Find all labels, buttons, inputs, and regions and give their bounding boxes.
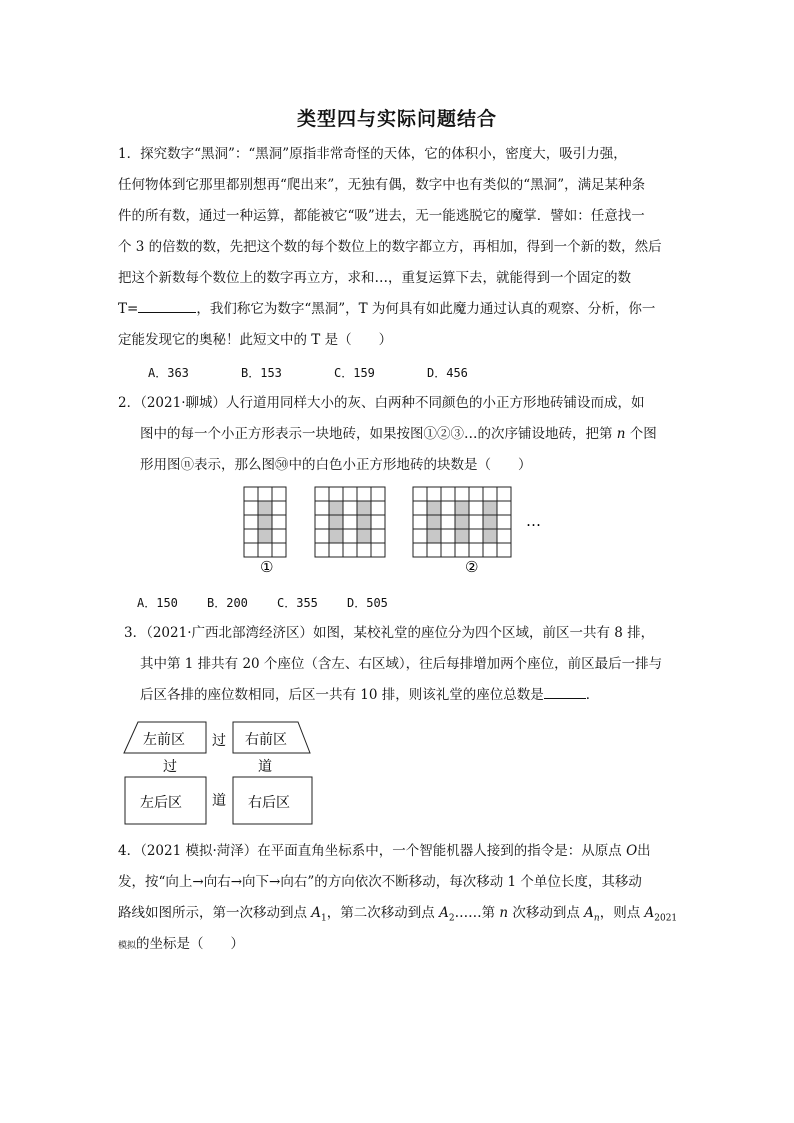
white-tile [343,529,357,543]
white-tile [441,501,455,515]
gray-tile [357,501,371,515]
q4-text: 路线如图所示，第一次移动到点 [118,905,312,921]
point-subscript: 2021 [654,913,678,924]
white-tile [371,487,385,501]
label-right-front: 右前区 [245,732,287,748]
q1-line: 把这个新数每个数位上的数字再立方，求和…，重复运算下去，就能得到一个固定的数 [118,270,631,286]
white-tile [427,487,441,501]
point-a: A [311,905,322,921]
gray-tile [455,529,469,543]
q3-line [124,680,680,711]
white-tile [343,543,357,557]
point-a: A [644,905,655,921]
q1-line: 件的所有数，通过一种运算，都能被它“吸”进去，无一能逃脱它的魔掌．譬如：任意找一 [118,208,645,224]
gray-tile [258,501,272,515]
answer-blank [138,298,196,313]
q1-line [118,294,678,325]
q4-line: 发，按“向上→向右→向下→向右”的方向依次不断移动，每次移动 1 个单位长度，其移动 [118,874,642,890]
white-tile [258,543,272,557]
question-3 [124,618,680,711]
q1-line: 定能发现它的奥秘！此短文中的 T 是（ ） [118,332,393,348]
gray-tile [329,515,343,529]
white-tile [329,543,343,557]
white-tile [357,543,371,557]
figure-label-1: ① [260,558,274,576]
white-tile [315,529,329,543]
white-tile [455,543,469,557]
white-tile [272,515,286,529]
auditorium-seating-figure [120,718,330,830]
point-a: A [584,905,594,921]
q1-line: 1．探究数字“黑洞”：“黑洞”原指非常奇怪的天体，它的体积小，密度大，吸引力强， [118,146,627,162]
tile-pattern-figure [236,480,556,582]
q4-text: 出 [637,843,651,859]
point-subscript: 1 [321,913,327,924]
q2-line: 形用图ⓝ表示，那么图㊿中的白色小正方形地砖的块数是（ ） [140,457,532,473]
gray-tile [483,515,497,529]
q1-t-prefix: T= [118,301,139,317]
choice-d: D．456 [427,366,468,380]
gray-tile [455,515,469,529]
aisle-label-dao: 道 [258,759,272,775]
gray-tile [427,529,441,543]
question-1 [118,139,678,356]
gray-tile [329,501,343,515]
question-2 [118,388,678,481]
white-tile [244,529,258,543]
white-tile [272,487,286,501]
white-tile [469,543,483,557]
q4-text: 的坐标是（ ） [136,936,245,952]
white-tile [244,515,258,529]
white-tile [497,501,511,515]
q2-text: 图中的每一个小正方形表示一块地砖，如果按图①②③…的次序铺设地砖，把第 [140,426,617,442]
gray-tile [357,515,371,529]
q1-choices [148,364,468,381]
gray-tile [455,501,469,515]
gray-tile [483,529,497,543]
white-tile [343,501,357,515]
gray-tile [427,515,441,529]
white-tile [469,501,483,515]
tile-figure-1 [244,487,286,557]
gray-tile [258,515,272,529]
q2-choices [137,594,388,611]
white-tile [497,487,511,501]
choice-d: D．505 [347,596,388,610]
q2-line [118,419,678,450]
choice-b: B．200 [207,596,248,610]
q4-line [118,929,680,960]
continuation-dots: … [526,512,541,530]
q4-text: 4．（2021 模拟·菏泽）在平面直角坐标系中，一个智能机器人接到的指令是：从原点 [118,843,627,859]
white-tile [315,487,329,501]
white-tile [441,529,455,543]
white-tile [258,487,272,501]
white-tile [469,529,483,543]
white-tile [315,543,329,557]
tile-figure-3 [413,487,511,557]
white-tile [413,529,427,543]
white-tile [455,487,469,501]
white-tile [343,515,357,529]
label-left-front: 左前区 [143,732,185,748]
q2-text: 个图 [625,426,657,442]
white-tile [469,487,483,501]
white-tile [272,501,286,515]
q4-n: n [499,905,509,921]
q4-text: ，则点 [599,905,645,921]
q4-small-text: 模拟 [118,941,137,951]
white-tile [357,487,371,501]
white-tile [427,543,441,557]
q4-line [118,898,680,929]
q4-text: ……第 [454,905,500,921]
white-tile [413,515,427,529]
q2-line: 2．（2021·聊城）人行道用同样大小的灰、白两种不同颜色的小正方形地砖铺设而成，如 [118,395,645,411]
choice-c: C．355 [277,596,318,610]
figure-label-2: ② [465,558,479,576]
q1-line: 个 3 的倍数的数，先把这个数的每个数位上的数字都立方，再相加，得到一个新的数，然后 [118,239,662,255]
q1-t-suffix: ，我们称它为数字“黑洞”，T 为何具有如此魔力通过认真的观察、分析，你一 [196,301,656,317]
q3-line: 其中第 1 排共有 20 个座位（含左、右区域），往后每排增加两个座位，前区最后一排与 [140,656,663,672]
white-tile [244,543,258,557]
label-left-back: 左后区 [140,795,182,811]
question-4 [118,836,680,960]
q3-end: ． [585,687,600,703]
white-tile [441,543,455,557]
white-tile [329,487,343,501]
point-a: A [439,905,449,921]
white-tile [371,529,385,543]
white-tile [497,543,511,557]
answer-blank [544,684,586,699]
white-tile [371,515,385,529]
white-tile [497,529,511,543]
white-tile [413,543,427,557]
q4-text: 次移动到点 [508,905,585,921]
aisle-label-dao: 道 [212,793,226,809]
white-tile [497,515,511,529]
point-subscript: n [593,913,600,924]
white-tile [315,515,329,529]
white-tile [413,501,427,515]
white-tile [343,487,357,501]
tile-figure-2 [315,487,385,557]
q1-line: 任何物体到它那里都别想再“爬出来”，无独有偶，数字中也有类似的“黑洞”，满足某种条 [118,177,646,193]
choice-a: A．363 [148,366,189,380]
gray-tile [483,501,497,515]
choice-b: B．153 [241,366,282,380]
gray-tile [427,501,441,515]
white-tile [272,529,286,543]
white-tile [244,501,258,515]
q3-line: 3．（2021·广西北部湾经济区）如图，某校礼堂的座位分为四个区域，前区一共有 8 排， [124,625,655,641]
aisle-label-guo: 过 [212,733,226,749]
q4-line [118,836,680,867]
white-tile [483,543,497,557]
aisle-label-guo: 过 [163,759,177,775]
label-right-back: 右后区 [248,795,290,811]
page-title: 类型四与实际问题结合 [296,108,497,130]
white-tile [469,515,483,529]
white-tile [315,501,329,515]
choice-c: C．159 [334,366,375,380]
white-tile [371,501,385,515]
white-tile [244,487,258,501]
gray-tile [258,529,272,543]
white-tile [272,543,286,557]
q4-text: ，第二次移动到点 [326,905,440,921]
point-subscript: 2 [448,913,455,924]
q2-n: n [616,426,626,442]
white-tile [441,515,455,529]
choice-a: A．150 [137,596,178,610]
gray-tile [357,529,371,543]
white-tile [441,487,455,501]
white-tile [413,487,427,501]
gray-tile [329,529,343,543]
white-tile [371,543,385,557]
q3-text: 后区各排的座位数相同，后区一共有 10 排，则该礼堂的座位总数是 [140,687,544,703]
white-tile [483,487,497,501]
q4-origin: O [626,843,638,859]
